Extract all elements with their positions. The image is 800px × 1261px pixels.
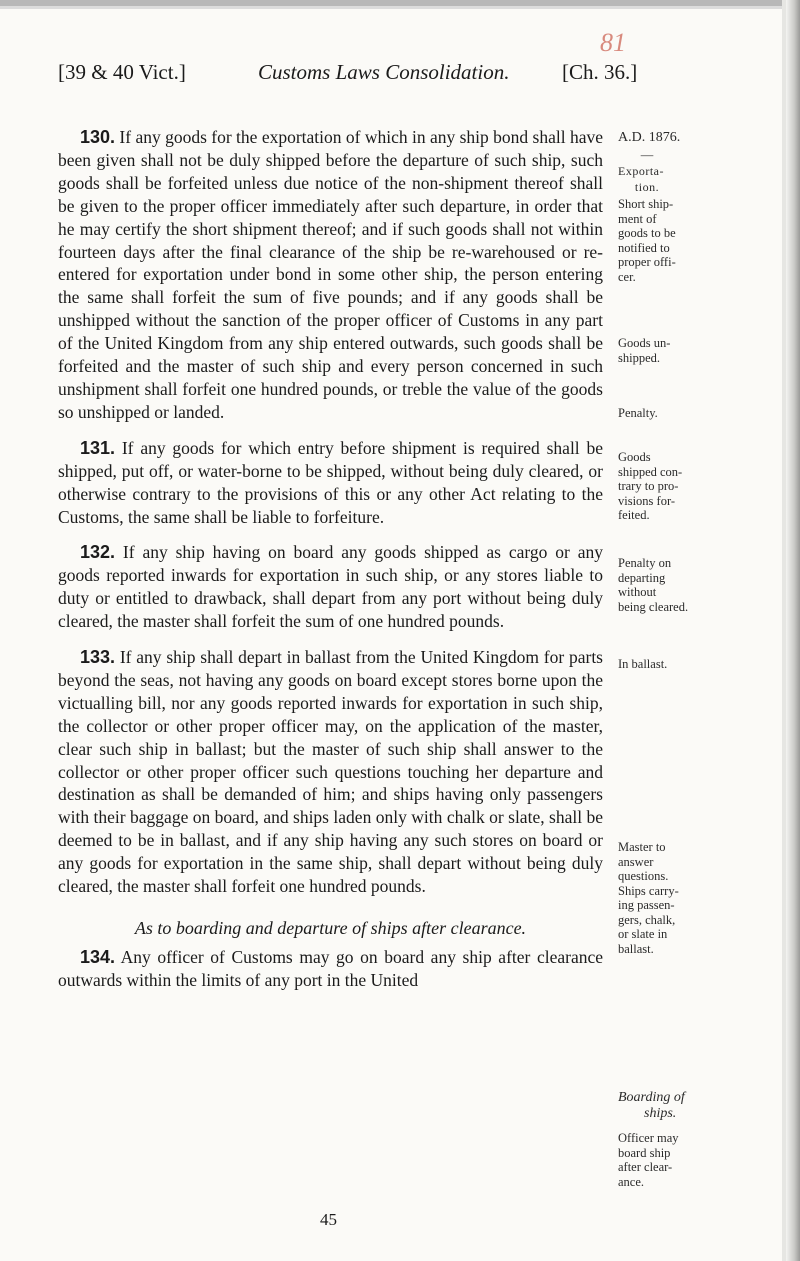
margin-note-boarding: Boarding of ships. [618,1090,685,1121]
main-text-column [58,126,603,992]
margin-date: A.D. 1876. [618,130,681,145]
section-text: If any ship having on board any goods shipped as cargo or any goods reported inwards for exportation in such ship, or any stores liable to duty or entitled to drawback, shall depart from any port without being duly cleared, the master shall forfeit the sum of one hundred pounds. [58,542,603,632]
header-regnal-year: [39 & 40 Vict.] [58,60,186,84]
margin-dash: — [640,148,654,162]
margin-note-short-shipment: Short ship- ment of goods to be notified to proper offi- cer. [618,197,676,284]
section-132 [58,541,603,633]
margin-note-master-answer: Master to answer questions. Ships carry- ing passen- gers, chalk, or slate in ballast. [618,840,679,956]
header-chapter: [Ch. 36.] [562,60,638,84]
margin-tion: tion. [634,180,660,194]
running-header [58,60,738,100]
margin-note-penalty: Penalty. [618,406,658,420]
section-number: 130. [80,127,116,147]
cross-heading: As to boarding and departure of ships after clearance. [134,918,527,938]
section-134 [58,946,603,992]
section-number: 133. [80,647,116,668]
page-top-border-shade [0,6,800,9]
section-text: Any officer of Customs may go on board any ship after clearance outwards within the limits of any port in the United [58,947,603,990]
section-131 [58,437,603,529]
section-number: 132. [80,542,116,563]
page-number: 45 [320,1210,337,1229]
margin-note-in-ballast: In ballast. [618,657,668,671]
header-title: Customs Laws Consolidation. [258,60,510,84]
section-133 [58,646,603,898]
section-text: If any goods for the exportation of which in any ship bond shall have been given shall not be duly shipped before the departure of such ship, such goods shall be forfeited unless due notice of the non-shipment thereof shall be given to the proper officer immediately after such departure, in order that he may certify the short shipment thereof; and if such goods shall not within fourteen days after the final clearance of the ship be re-warehoused or re-entered for exportation under bond in some other ship, the person entering the same shall forfeit the sum of five pounds; and if any goods shall be unshipped without the sanction of the proper officer of Customs in any part of the United Kingdom from any ship entered outwards, such goods shall be forfeited and the master of such ship and every person concerned in such unshipment shall forfeit one hundred pounds, or treble the value of the goods so unshipped or landed. [58,127,603,422]
margin-exporta: Exporta- [618,164,664,178]
section-number: 134. [80,947,116,967]
margin-note-goods-shipped-contrary: Goods shipped con- trary to pro- visions for- feited. [618,450,683,522]
margin-note-goods-unshipped: Goods un- shipped. [618,336,671,365]
section-number: 131. [80,437,116,458]
margin-note-officer-board: Officer may board ship after clear- ance. [618,1131,679,1189]
section-text: If any ship shall depart in ballast from the United Kingdom for parts beyond the seas, not having any goods on board except stores borne upon the victualling bill, nor any goods reported inwards for exportation in such ship, the collector or other proper officer may, on the application of the master, clear such ship in ballast; but the master of such ship shall answer to the collector or other proper officer such questions touching her departure and destination as shall be demanded of him; and ships having only passengers with their baggage on board, and ships laden only with chalk or slate, shall be deemed to be in ballast, and if any ship having any such stores on board or any goods for exportation in the same ship, shall depart without being duly cleared, the master shall forfeit one hundred pounds. [58,647,603,897]
handwritten-folio-number: 81 [600,28,626,57]
section-text: If any goods for which entry before shipment is required shall be shipped, put off, or water-borne to be shipped, without being duly cleared, or otherwise contrary to the provisions of this or any other Act relating to the Customs, the same shall be liable to forfeiture. [58,437,603,527]
margin-note-penalty-departing: Penalty on departing without being cleared. [618,556,689,614]
section-130 [58,126,603,424]
page-right-edge [786,0,800,1261]
